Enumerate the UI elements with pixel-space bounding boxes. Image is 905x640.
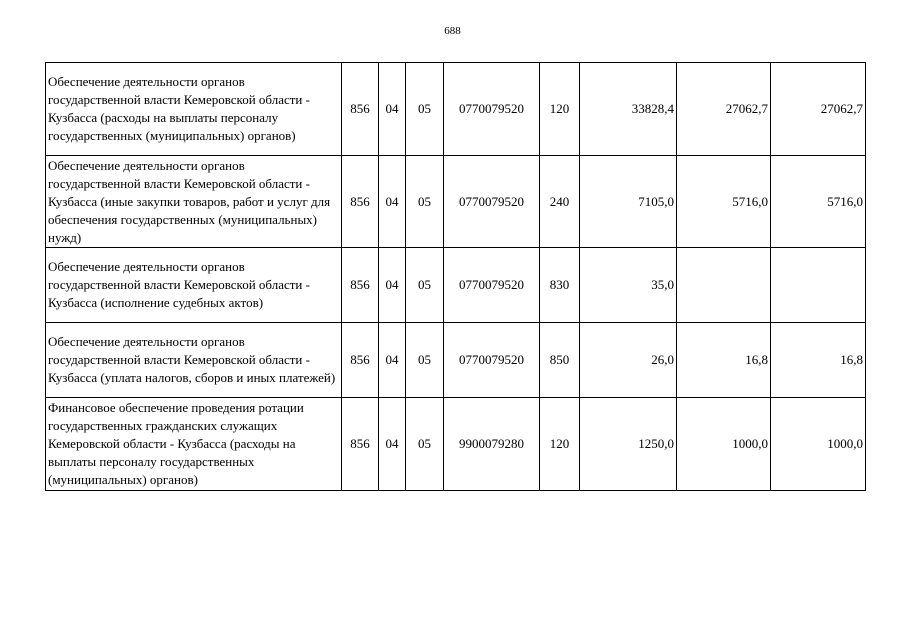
amount-year-3: 27062,7 xyxy=(771,63,866,156)
table-row xyxy=(46,398,866,491)
amount-year-2: 27062,7 xyxy=(677,63,771,156)
amount-year-1: 1250,0 xyxy=(580,398,677,491)
subsection-code: 05 xyxy=(406,323,444,398)
subsection-code: 05 xyxy=(406,63,444,156)
budget-table xyxy=(45,62,866,491)
target-article-code: 0770079520 xyxy=(444,63,540,156)
table-row xyxy=(46,323,866,398)
expense-type-code: 850 xyxy=(540,323,580,398)
target-article-code: 0770079520 xyxy=(444,248,540,323)
row-description: Обеспечение деятельности органов государственной власти Кемеровской области - Кузбасса (иные закупки товаров, работ и услуг для обеспечения государственных (муниципальных) нужд) xyxy=(46,156,342,248)
section-code: 04 xyxy=(379,63,406,156)
table-row xyxy=(46,156,866,248)
target-article-code: 0770079520 xyxy=(444,323,540,398)
table-row xyxy=(46,248,866,323)
subsection-code: 05 xyxy=(406,156,444,248)
row-description: Обеспечение деятельности органов государственной власти Кемеровской области - Кузбасса (расходы на выплаты персоналу государственных (муниципальных) органов) xyxy=(46,63,342,156)
ministry-code: 856 xyxy=(342,63,379,156)
expense-type-code: 830 xyxy=(540,248,580,323)
page-number: 688 xyxy=(444,25,461,37)
amount-year-2: 5716,0 xyxy=(677,156,771,248)
target-article-code: 0770079520 xyxy=(444,156,540,248)
amount-year-1: 26,0 xyxy=(580,323,677,398)
ministry-code: 856 xyxy=(342,156,379,248)
amount-year-2: 1000,0 xyxy=(677,398,771,491)
amount-year-1: 33828,4 xyxy=(580,63,677,156)
ministry-code: 856 xyxy=(342,323,379,398)
section-code: 04 xyxy=(379,323,406,398)
section-code: 04 xyxy=(379,156,406,248)
expense-type-code: 240 xyxy=(540,156,580,248)
section-code: 04 xyxy=(379,398,406,491)
row-description: Обеспечение деятельности органов государственной власти Кемеровской области - Кузбасса (уплата налогов, сборов и иных платежей) xyxy=(46,323,342,398)
amount-year-3: 5716,0 xyxy=(771,156,866,248)
amount-year-1: 7105,0 xyxy=(580,156,677,248)
amount-year-3 xyxy=(771,248,866,323)
row-description: Обеспечение деятельности органов государственной власти Кемеровской области - Кузбасса (исполнение судебных актов) xyxy=(46,248,342,323)
subsection-code: 05 xyxy=(406,398,444,491)
table-row xyxy=(46,63,866,156)
row-description: Финансовое обеспечение проведения ротации государственных гражданских служащих Кемеровской области - Кузбасса (расходы на выплаты персоналу государственных (муниципальных) органов) xyxy=(46,398,342,491)
amount-year-1: 35,0 xyxy=(580,248,677,323)
subsection-code: 05 xyxy=(406,248,444,323)
amount-year-2: 16,8 xyxy=(677,323,771,398)
amount-year-3: 1000,0 xyxy=(771,398,866,491)
section-code: 04 xyxy=(379,248,406,323)
expense-type-code: 120 xyxy=(540,398,580,491)
expense-type-code: 120 xyxy=(540,63,580,156)
target-article-code: 9900079280 xyxy=(444,398,540,491)
ministry-code: 856 xyxy=(342,398,379,491)
amount-year-2 xyxy=(677,248,771,323)
ministry-code: 856 xyxy=(342,248,379,323)
amount-year-3: 16,8 xyxy=(771,323,866,398)
